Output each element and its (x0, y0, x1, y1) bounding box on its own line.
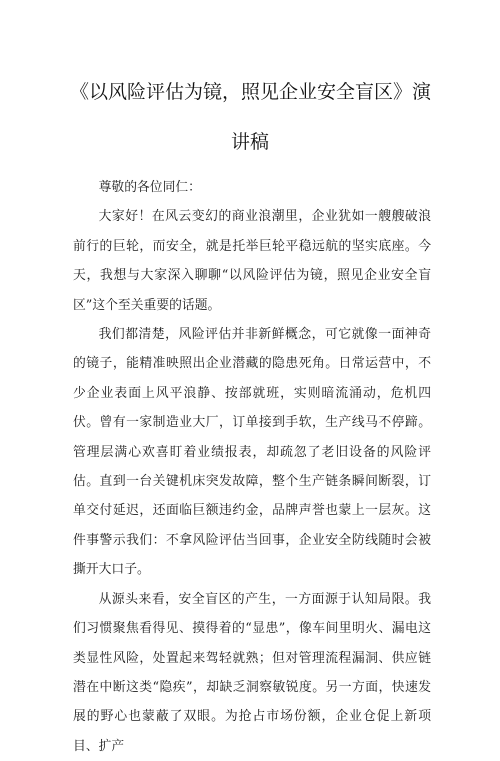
document-title-line-1: 《以风险评估为镜，照见企业安全盲区》演 (70, 81, 432, 103)
paragraph-3: 从源头来看，安全盲区的产生，一方面源于认知局限。我们习惯聚焦看得见、摸得着的“显患”，像车间里明火、漏电这类显性风险，处置起来驾轻就熟；但对管理流程漏洞、供应链潜在中断这类“隐疾”，却缺乏洞察敏锐度。另一方面，快速发展的野心也蒙蔽了双眼。为抢占市场份额，企业仓促上新项目、扩产 (73, 591, 431, 754)
paragraph-1: 大家好！在风云变幻的商业浪潮里，企业犹如一艘艘破浪前行的巨轮，而安全，就是托举巨轮平稳远航的坚实底座。今天，我想与大家深入聊聊“以风险评估为镜，照见企业安全盲区”这个至关重要的话题。 (73, 209, 431, 313)
paragraph-2: 我们都清楚，风险评估并非新鲜概念，可它就像一面神奇的镜子，能精准映照出企业潜藏的隐患死角。日常运营中，不少企业表面上风平浪静、按部就班，实则暗流涌动，危机四伏。曾有一家制造业大厂，订单接到手软，生产线马不停蹄。管理层满心欢喜盯着业绩报表，却疏忽了老旧设备的风险评估。直到一台关键机床突发故障，整个生产链条瞬间断裂，订单交付延迟，还面临巨额违约金，品牌声誉也蒙上一层灰。这件事警示我们：不拿风险评估当回事，企业安全防线随时会被撕开大口子。 (73, 327, 431, 578)
salutation: 尊敬的各位同仁： (98, 180, 201, 195)
document-body (73, 173, 431, 761)
document-title-line-2: 讲稿 (230, 131, 269, 153)
